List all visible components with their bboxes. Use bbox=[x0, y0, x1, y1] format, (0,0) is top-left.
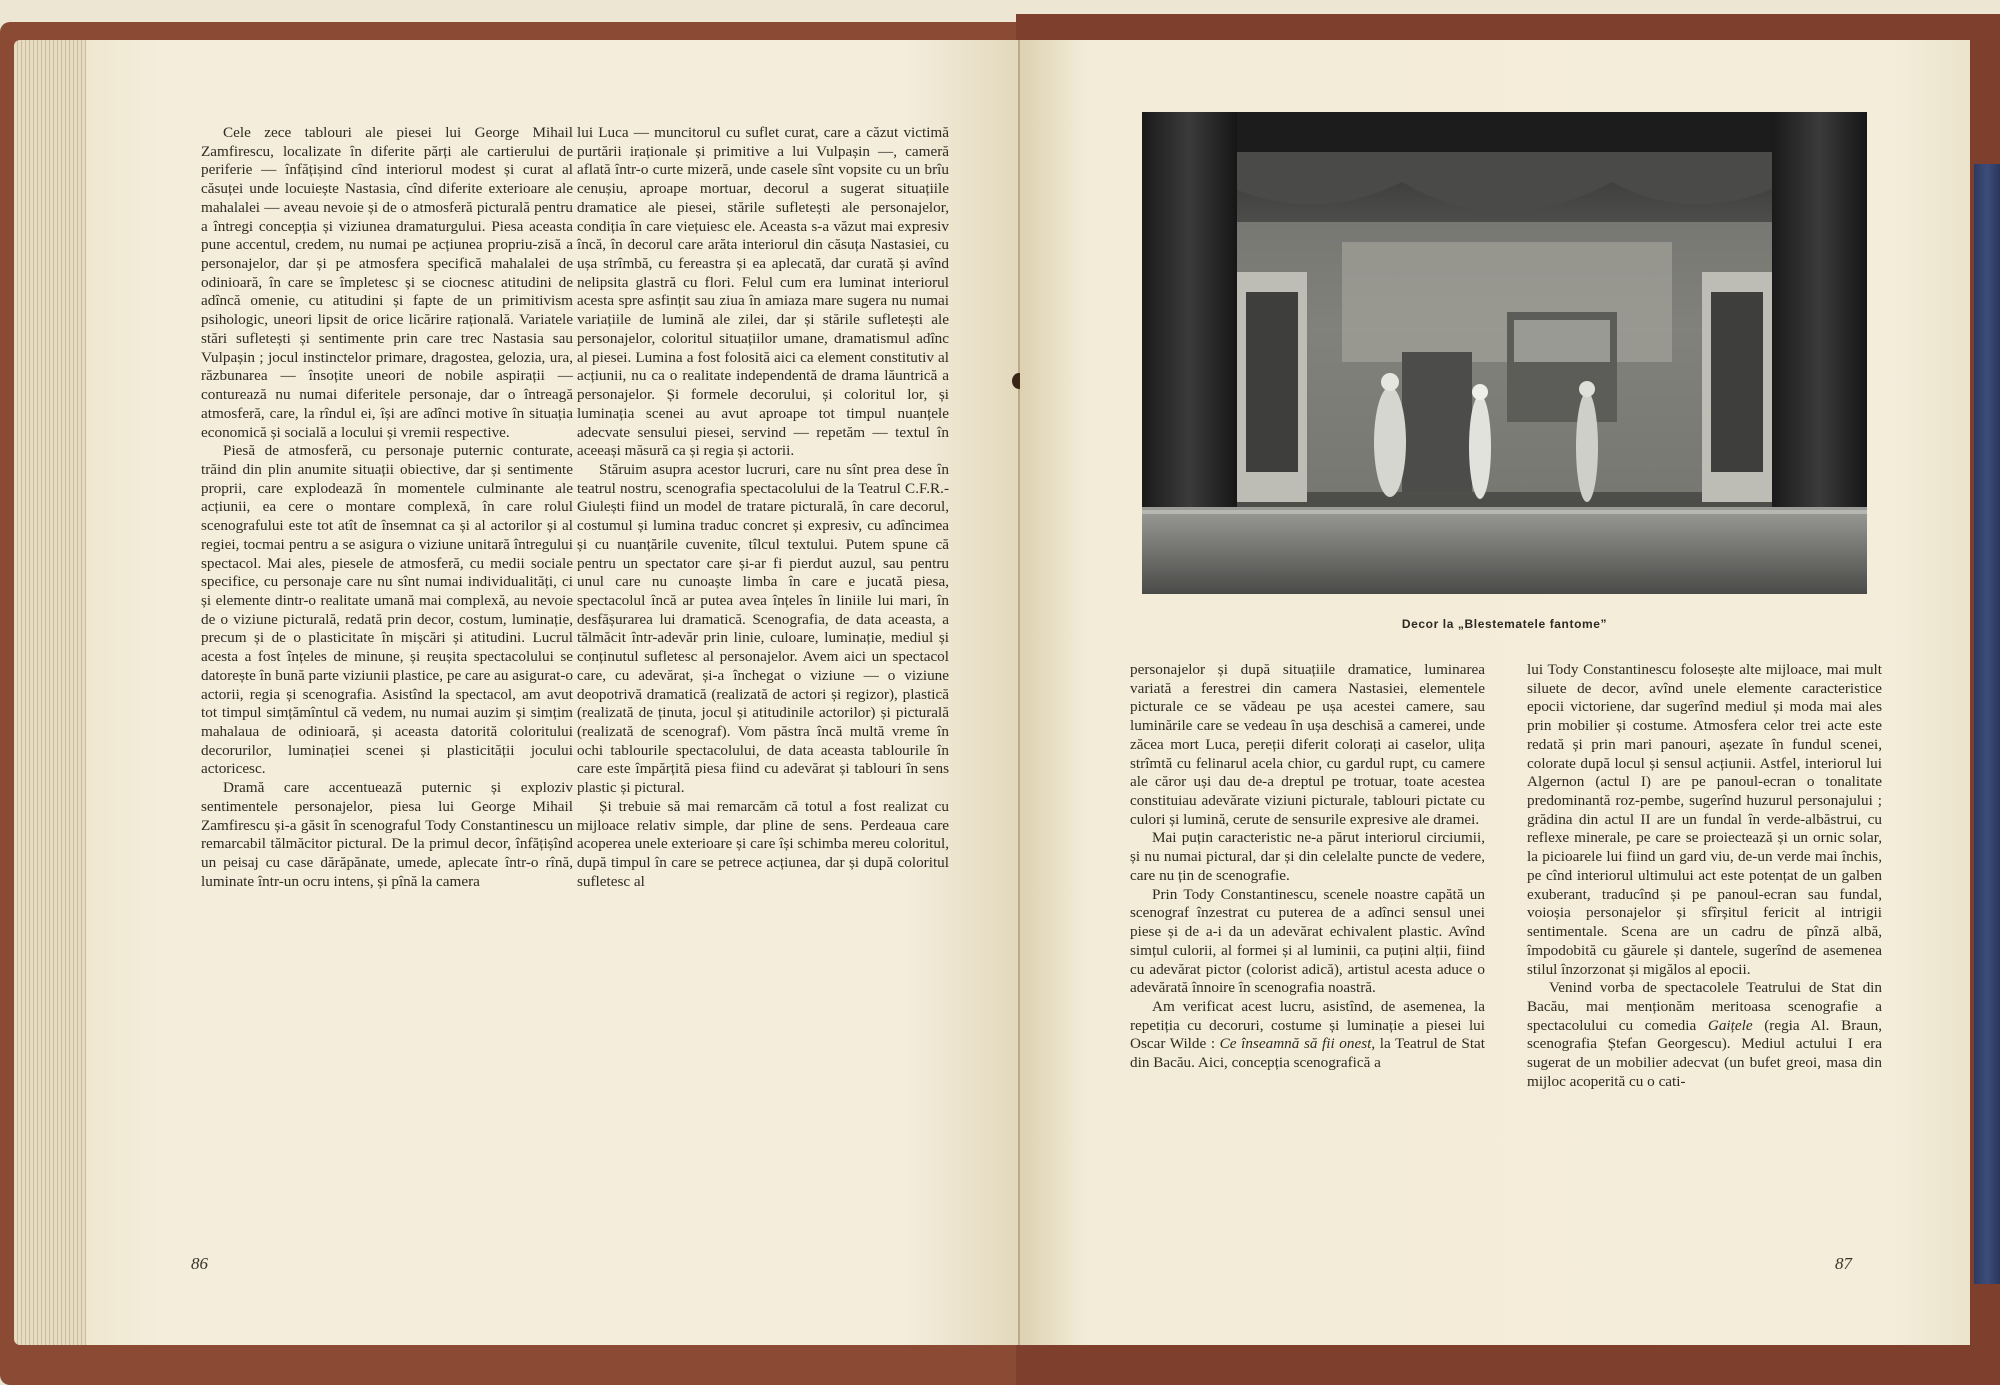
stage-set-photo bbox=[1142, 112, 1867, 594]
paragraph: Mai puțin caracteristic ne-a părut interiorul circiumii, și nu numai pictural, dar și din celelalte puncte de vedere, care nu țin de scenografie. bbox=[1130, 829, 1485, 884]
paragraph: personajelor și după situațiile dramatice, luminarea variată a ferestrei din camera Nastasiei, elementele picturale ce se vădeau pe ușa acestei camere, sau luminările care se vedeau în ușa deschisă a camerei, unde zăcea mort Luca, pereții diferit colorați ai caselor, ulița strîmtă cu felinarul acela chior, cu gardul rupt, cu camere ale căror uși dau de-a dreptul pe trotuar, toate acestea constituiau adevărate viziuni picturale, tablouri pictate cu culori și lumină, cerute de sensurile expresive ale dramei. bbox=[1130, 661, 1485, 828]
page-stack-edges bbox=[14, 40, 94, 1345]
paragraph: Stăruim asupra acestor lucruri, care nu sînt prea dese în teatrul nostru, scenografia spectacolului de la Teatrul C.F.R.-Giulești fiind un model de tratare picturală, în care decorul, costumul și lumina traduc concret și expresiv, cu adîncimea și cu nuanțările cuvenite, tîlcul textului. Putem spune că pentru un spectator care și-ar fi pierdut auzul, sau pentru unul care nu cunoaște limba în care e jucată piesa, spectacolul încă ar putea avea înțeles în liniile lui mari, în desfășurarea lui dramatică. Scenografia, de data aceasta, a tălmăcit într-adevăr prin linie, culoare, luminație, mediul și conținutul sufletesc al personajelor. Avem aici un spectacol care, cu adevărat, și-a închegat o viziune — o viziune deopotrivă dramatică (realizată de actori și regizor), plastică (realizată de ținuta, jocul și atitudinile actorilor) și picturală (realizată de scenograf). Vom păstra încă multă vreme în ochi tablourile spectacolului, de data aceasta tablourile în care este împărțită piesa fiind cu adevărat și tablouri în sens plastic și pictural. bbox=[577, 460, 949, 797]
play-title: Ce înseamnă să fii onest bbox=[1219, 1035, 1372, 1053]
left-page bbox=[86, 40, 1020, 1345]
right-column-1 bbox=[1130, 661, 1485, 1073]
photo-caption: Decor la „Blestematele fantome” bbox=[1401, 617, 1608, 631]
paragraph bbox=[1527, 979, 1882, 1091]
left-column-1 bbox=[201, 124, 573, 891]
paragraph: Piesă de atmosferă, cu personaje puternic conturate, trăind din plin anumite situații obiective, dar și sentimente proprii, care explodează în momentele culminante ale acțiunii, ea cere o montare complexă, în care rolul scenografului este tot atît de însemnat ca și al actorilor și al regiei, tocmai pentru a se asigura o viziune unitară întregului spectacol. Mai ales, piesele de atmosferă, cu medii sociale specifice, cu personaje care nu sînt numai individualități, ci și elemente dintr-o realitate umană mai complexă, au nevoie de o viziune picturală, redată prin decor, costum, luminație, precum și de o plasticitate în mișcări și atitudini. Lucrul acesta a fost înțeles de minune, și reușita spectacolului se datorește în bună parte viziunii plastice, pe care au asigurat-o actorii, regia și scenografia. Asistînd la spectacol, am avut tot timpul simțămîntul că vedem, nu numai auzim și simțim mahalaua de odinioară, și aceasta datorită coloritului decorurilor, luminației scenei și plasticității jocului actoricesc. bbox=[201, 442, 573, 778]
paragraph: Cele zece tablouri ale piesei lui George Mihail Zamfirescu, localizate în diferite părți ale cartierului de periferie — înfățișind cînd interiorul modest și curat al căsuței unde locuiește Nastasia, cînd diferite exterioare ale mahalalei — aveau nevoie și de o atmosferă picturală pentru a întregi concepția și viziunea dramaturgului. Piesa aceasta pune accentul, credem, nu numai pe acțiunea propriu-zisă a personajelor, dar și pe atmosfera specifică mahalalei de odinioară, în care se împletesc și se ciocnesc atitudini de adîncă omenie, cu atitudini și fapte de un primitivism psihologic, uneori lipsit de orice licărire rațională. Variatele stări sufletești și sentimente prin care trec Nastasia sau Vulpașin ; jocul instinctelor primare, dragostea, gelozia, ura, răzbunarea — însoțite uneori de nobile aspirații — conturează nu numai diferitele personaje, dar o întreagă atmosferă, care, la rîndul ei, își are adînci motive în situația economică și socială a locului și vremii respective. bbox=[201, 124, 573, 441]
paragraph-text: Am verificat acest lucru, asistînd, de asemenea, la repetiția cu decoruri, costume și luminație a piesei lui Oscar Wilde : bbox=[1130, 997, 1485, 1053]
paragraph: Prin Tody Constantinescu, scenele noastre capătă un scenograf înzestrat cu puterea de a adînci sensul unei piese și de a-i da un adevărat echivalent plastic. Avînd simțul culorii, al formei și al luminii, ca puțini alții, fiind cu adevărat pictor (colorist adică), artistul acesta aduce o adevărată înnoire în scenografia noastră. bbox=[1130, 885, 1485, 997]
cover-fabric-edge bbox=[1974, 164, 2000, 1284]
left-column-2 bbox=[577, 124, 949, 891]
right-page bbox=[1020, 40, 1970, 1345]
play-title: Gaițele bbox=[1707, 1016, 1753, 1034]
paragraph: lui Tody Constantinescu folosește alte mijloace, mai mult siluete de decor, avînd unele elemente caracteristice epocii victoriene, dar sugerînd mediul și moda mai ales prin mobilier și costume. Atmosfera celor trei acte este redată și prin mari panouri, așezate în fundul scenei, colorate după locul și sensul acțiunii. Astfel, interiorul lui Algernon (actul I) are pe panoul-ecran o tonalitate predominantă roz-pembe, sugerînd huzurul personajului ; grădina din actul II are un fundal în verde-albăstrui, cu reflexe minerale, pe care se proiectează și un ornic solar, la picioarele lui fiind un gard viu, de-un verde mai închis, pe cînd interiorul ultimului act este potențat de un galben exuberant, traducînd și pe panoul-ecran sau fundal, voioșia personajelor și sfîrșitul fericit al intrigii sentimentale. Scena are un cadru de pînză albă, împodobită cu găurele și dantele, sugerînd de asemenea stilul înzorzonat și migălos al epocii. bbox=[1527, 661, 1882, 978]
right-column-2 bbox=[1527, 661, 1882, 1092]
page-number-left: 86 bbox=[191, 1254, 208, 1273]
paragraph-text: (regia Al. Braun, scenografia Ștefan Georgescu). Mediul actului I era sugerat de un mobilier adecvat (un bufet greoi, masa din mijloc acoperită cu o cati- bbox=[1527, 1016, 1882, 1090]
page-number-right: 87 bbox=[1835, 1254, 1852, 1273]
paragraph: Dramă care accentuează puternic și exploziv sentimentele personajelor, piesa lui George Mihail Zamfirescu și-a găsit în scenograful Tody Constantinescu un remarcabil tălmăcitor pictural. De la primul decor, înfățișînd un peisaj cu case dărăpănate, umede, aplecate într-o rînă, luminate într-un ocru intens, și pînă la camera bbox=[201, 779, 573, 890]
paragraph-text: , la Teatrul de Stat din Bacău. Aici, concepția scenografică a bbox=[1130, 1035, 1485, 1072]
paragraph bbox=[1130, 998, 1485, 1073]
paragraph: Și trebuie să mai remarcăm că totul a fost realizat cu mijloace relativ simple, dar pline de sens. Perdeaua care acoperea unele exterioare și care își schimba mereu coloritul, după timpul în care se petrece acțiunea, dar și după coloritul sufletesc al bbox=[577, 797, 949, 890]
paragraph-text: Venind vorba de spectacolele Teatrului de Stat din Bacău, mai menționăm meritoasa scenografie a spectacolului cu comedia bbox=[1527, 979, 1882, 1034]
stage-photo-drawing bbox=[1142, 112, 1867, 594]
paragraph: lui Luca — muncitorul cu suflet curat, care a căzut victimă purtării iraționale și primitive a lui Vulpașin —, cameră aflată într-o curte mizeră, unde casele sînt vopsite cu un brîu cenușiu, aproape mortuar, decorul a sugerat situațiile dramatice ale piesei, stările sufletești ale personajelor, condiția în care viețuiesc ele. Aceasta s-a văzut mai expresiv încă, în decorul care arăta interiorul din căsuța Nastasiei, cu ușa strîmbă, cu fereastra și ea aplecată, dar curată și avînd nelipsita glastră cu flori. Felul cum era luminat interiorul acesta spre asfințit sau ziua în amiaza mare sugera nu numai variațiile de lumină ale zilei, dar și stările sufletești ale personajelor, coloritul situațiilor umane, dramatismul adînc al piesei. Lumina a fost folosită aici ca element constitutiv al acțiunii, nu ca o realitate independentă de drama lăuntrică a personajelor. Și formele decorului, și coloritul lor, și luminația scenei au avut aproape tot timpul nuanțele adecvate sensului piesei, servind — repetăm — textul în aceeași măsură ca și regia și actorii. bbox=[577, 124, 949, 460]
